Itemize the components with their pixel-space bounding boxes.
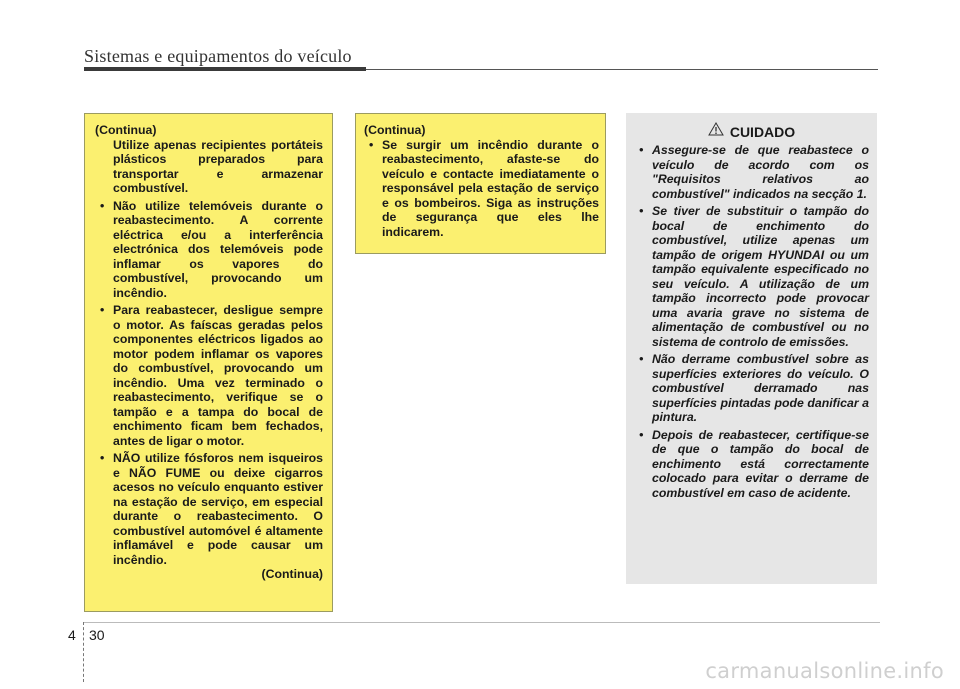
page-header-title: Sistemas e equipamentos do veículo — [84, 46, 352, 66]
warning-item: • Não utilize telemóveis durante o reabastecimento. A corrente eléctrica e/ou a interferência electrónica dos telemóveis pode inflamar os vapores do combustível, provocando um incêndio. — [95, 199, 323, 301]
caution-box — [626, 113, 877, 584]
warning-list-middle — [364, 138, 599, 240]
warning-triangle-icon — [708, 122, 724, 141]
caution-list — [634, 143, 869, 500]
warning-list-left — [95, 199, 323, 568]
warning-item: • Se surgir um incêndio durante o reabastecimento, afaste-se do veículo e contacte imediatamente o responsável pela estação de serviço e os bombeiros. Siga as instruções de segurança que eles lhe indicarem. — [364, 138, 599, 240]
footer-divider — [83, 622, 84, 682]
warning-item: • Para reabastecer, desligue sempre o motor. As faíscas geradas pelos componentes eléctricos ligados ao motor podem inflamar os vapores do combustível, provocando um incêndio. Uma vez terminado o reabastecimento, verifique se o tampão e a tampa do bocal de enchimento ficam bem fechados, antes de ligar o motor. — [95, 303, 323, 448]
warning-box-left — [84, 113, 333, 612]
caution-item: • Depois de reabastecer, certifique-se de que o tampão do bocal de enchimento está correctamente colocado para evitar o derrame de combustível em caso de acidente. — [634, 428, 869, 501]
continued-label-top: (Continua) — [95, 123, 157, 137]
caution-item: • Não derrame combustível sobre as superfícies exteriores do veículo. O combustível derramado nas superfícies pintadas pode danificar a pintura. — [634, 352, 869, 425]
page-number: 30 — [89, 627, 105, 643]
warning-intro-text: Utilize apenas recipientes portáteis plásticos preparados para transportar e armazenar combustível. — [113, 137, 323, 195]
chapter-number: 4 — [68, 627, 76, 643]
caution-item: • Se tiver de substituir o tampão do bocal de enchimento do combustível, utilize apenas um tampão de origem HYUNDAI ou um tampão equivalente especificado no seu veículo. A utilização de um tampão incorrecto pode provocar uma avaria grave no sistema de alimentação de combustível ou no sistema de controlo de emissões. — [634, 204, 869, 349]
warning-box-middle — [355, 113, 606, 254]
header-rule-thin — [366, 69, 878, 70]
continued-label-bottom: (Continua) — [261, 567, 323, 581]
caution-title: CUIDADO — [729, 123, 796, 140]
header-rule-thick — [84, 67, 366, 71]
watermark-text: carmanualsonline.info — [705, 659, 944, 683]
caution-item: • Assegure-se de que reabastece o veículo de acordo com os "Requisitos relativos ao combustível" indicados na secção 1. — [634, 143, 869, 201]
footer-rule — [84, 622, 880, 623]
warning-item: • NÃO utilize fósforos nem isqueiros e NÃO FUME ou deixe cigarros acesos no veículo enquanto estiver na estação de serviço, em especial durante o reabastecimento. O combustível automóvel é altamente inflamável e pode causar um incêndio. — [95, 451, 323, 567]
continued-label-top: (Continua) — [364, 123, 426, 137]
caution-header — [634, 122, 869, 141]
